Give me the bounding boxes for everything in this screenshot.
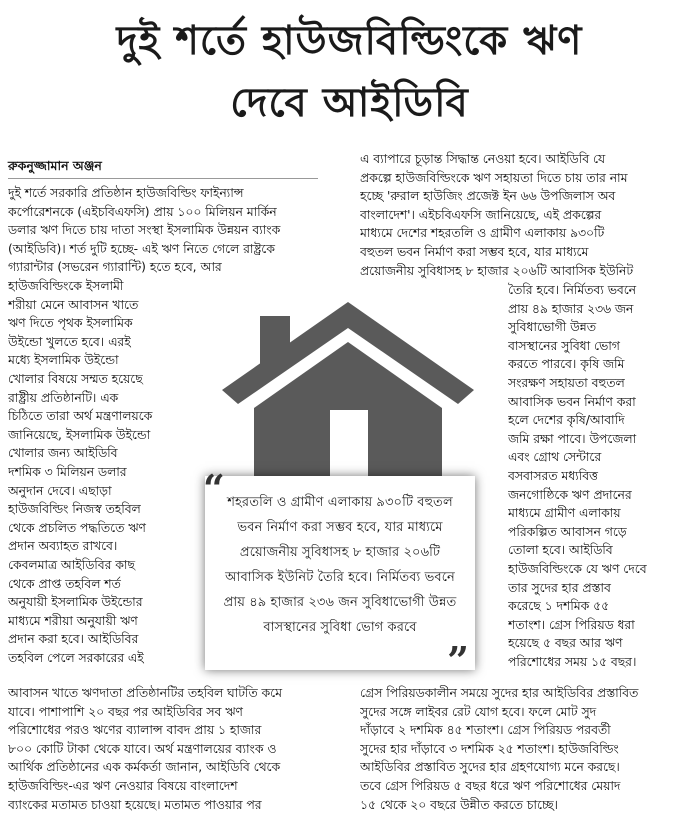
right-column-bottom — [360, 684, 688, 814]
text-line: ঋণ দিতে পৃথক ইসলামিক — [8, 316, 133, 331]
right-column-top — [360, 150, 688, 280]
text-line: চিঠিতে তারা অর্থ মন্ত্রণালয়কে — [8, 409, 153, 424]
text-line: রাষ্ট্রীয় প্রতিষ্ঠানটি। এক — [8, 390, 119, 405]
text-line: সুদের হার দাঁড়াবে ৩ দশমিক ২৫ শতাংশ। হাউজবিল্ডিং — [360, 741, 619, 756]
house-icon — [222, 298, 474, 476]
left-column-wrap — [8, 277, 190, 667]
pull-quote — [203, 466, 475, 683]
text-line: থেকে প্রাপ্ত তহবিল শর্ত — [8, 576, 121, 591]
text-line: প্রকল্পে হাউজবিল্ডিংকে ঋণ সহায়তা দিতে চায় তার নাম — [360, 170, 628, 185]
text-line: গ্যারান্টার (সভরেন গ্যারান্টি) হতে হবে, আর — [8, 260, 222, 275]
text-line: হাউজবিল্ডিং-এর ঋণ নেওয়ার বিষয়ে বাংলাদেশ — [8, 778, 238, 793]
text-line: হয়েছে ৫ বছর আর ঋণ — [508, 636, 623, 651]
text-line: খোলার বিষয়ে সম্মত হয়েছে — [8, 371, 143, 386]
text-line: ডলার ঋণ দিতে চায় দাতা সংস্থা ইসলামিক উন্নয়ন ব্যাংক — [8, 223, 281, 238]
text-line: হাউজবিল্ডিংকে ইসলামী — [8, 279, 124, 293]
text-line: গ্রেস পিরিয়ডকালীন সময়ে সুদের হার আইডিবির প্রস্তাবিত — [360, 686, 639, 700]
text-line: করতে পারবে। কৃষি জমি — [508, 357, 625, 372]
byline: রুকনুজ্জামান অঞ্জন — [8, 158, 102, 173]
text-line: হচ্ছে 'রুরাল হাউজিং প্রজেক্ট ইন ৬৬ উপজিলাস অব — [360, 189, 616, 204]
text-line: তোলা হবে। আইডিবি — [508, 543, 613, 558]
text-line: তার সুদের হার প্রস্তাব — [508, 580, 611, 595]
text-line: হাউজবিল্ডিংকে যে ঋণ দেবে — [508, 561, 647, 576]
text-line: করেছে ১ দশমিক ৫৫ — [508, 599, 610, 614]
text-line: কেবলমাত্র আইডিবির কাছ — [8, 557, 135, 572]
text-line: দশমিক ৩ মিলিয়ন ডলার — [8, 464, 127, 479]
text-line: হাউজবিল্ডিং নিজস্ব তহবিল — [8, 502, 141, 517]
pull-quote-text: শহরতলি ও গ্রামীণ এলাকায় ৯৩০টি বহুতল ভবন নির্মাণ করা সম্ভব হবে, যার মাধ্যমে প্রয়োজনীয় সুবিধাসহ ৮ হাজার ২০৬টি আবাসিক ইউনিট তৈরি হবে। নির্মিতব্য ভবনে প্রায় ৪৯ হাজার ২৩৬ জন সুবিধাভোগী উন্নত বাসস্থানের সুবিধা ভোগ করবে — [223, 495, 457, 635]
text-line: কর্পোরেশনকে (এইচবিএফসি) প্রায় ১০০ মিলিয়ন মার্কিন — [8, 204, 277, 219]
text-line: পরিশোধের সময় ১৫ বছর। — [508, 654, 637, 669]
text-line: শরীয়া মেনে আবাসন খাতে — [8, 297, 139, 312]
text-line: প্রদান অব্যাহত রাখবে। — [8, 539, 118, 554]
text-line: মাধ্যমে গ্রামীণ এলাকায় — [508, 506, 621, 521]
text-line: থেকে প্রচলিত পদ্ধতিতে ঋণ — [8, 520, 146, 535]
text-line: শতাংশ। গ্রেস পিরিয়ড ধরা — [508, 617, 635, 632]
text-line: পরিশোধের পরও ঋণের ব্যালান্স বাবদ প্রায় ১ হাজার — [8, 723, 262, 738]
text-line: এ ব্যাপারে চূড়ান্ত সিদ্ধান্ত নেওয়া হবে। আইডিবি যে — [360, 152, 606, 166]
text-line: হলে দেশের কৃষি/আবাদি — [508, 413, 625, 428]
text-line: অনুযায়ী ইসলামিক উইন্ডোর — [8, 595, 143, 610]
text-line: জনগোষ্ঠিকে ঋণ প্রদানের — [508, 487, 632, 502]
text-line: আবাসন খাতে ঋণদাতা প্রতিষ্ঠানটির তহবিল ঘাটতি কমে — [8, 686, 282, 700]
left-column-top — [8, 184, 326, 277]
text-line: এবং গ্রোথ সেন্টারে — [508, 450, 602, 465]
headline-line-1: দুই শর্তে হাউজবিল্ডিংকে ঋণ — [116, 18, 583, 64]
text-line: বসবাসরত মধ্যবিত্ত — [508, 468, 598, 483]
text-line: মধ্যে ইসলামিক উইন্ডো — [8, 353, 119, 368]
headline — [0, 10, 699, 134]
text-line: তৈরি হবে। নির্মিতব্য ভবনে — [508, 283, 636, 297]
text-line: বহুতল ভবন নির্মাণ করা সম্ভব হবে, যার মাধ্যমে — [360, 244, 589, 259]
text-line: সংরক্ষণ সহায়তা বহুতল — [508, 375, 625, 390]
text-line: তহবিল পেলে সরকারের এই — [8, 650, 144, 665]
text-line: জানিয়েছে, ইসলামিক উইন্ডো — [8, 427, 151, 442]
text-line: উইন্ডো খুলতে হবে। এরই — [8, 334, 131, 349]
text-line: সুবিধাভোগী উন্নত — [508, 320, 596, 335]
text-line: (আইডিবি)। শর্ত দুটি হচ্ছে- এই ঋণ নিতে গেলে রাষ্ট্রকে — [8, 241, 275, 256]
text-line: মাধ্যমে শরীয়া অনুযায়ী ঋণ — [8, 613, 138, 628]
text-line: ব্যাংকের মতামত চাওয়া হয়েছে। মতামত পাওয়ার পর — [8, 797, 262, 812]
text-line: বাসস্থানের সুবিধা ভোগ — [508, 338, 620, 353]
text-line: আর্থিক প্রতিষ্ঠানের এক কর্মকর্তা জানান, আইডিবি থেকে — [8, 760, 281, 775]
text-line: দুই শর্তে সরকারি প্রতিষ্ঠান হাউজবিল্ডিং ফাইন্যান্স — [8, 186, 244, 200]
text-line: প্রয়োজনীয় সুবিধাসহ ৮ হাজার ২০৬টি আবাসিক ইউনিট — [360, 263, 634, 278]
text-line: আইডিবির প্রস্তাবিত সুদের হার গ্রহণযোগ্য মনে করছে। — [360, 760, 620, 775]
text-line: বাংলাদেশ'। এইচবিএফসি জানিয়েছে, এই প্রকল্পের — [360, 207, 602, 222]
text-line: প্রায় ৪৯ হাজার ২৩৬ জন — [508, 301, 634, 316]
text-line: ১৫ থেকে ২০ বছরে উন্নীত করতে চাচ্ছে। — [360, 797, 558, 812]
text-line: আবাসিক ভবন নির্মাণ করা — [508, 394, 636, 409]
text-line: পরিকল্পিত আবাসন গড়ে — [508, 524, 627, 539]
headline-line-2: দেবে আইডিবি — [230, 80, 469, 126]
text-line: প্রদান করা হবে। আইডিবির — [8, 632, 139, 647]
text-line: অনুদান দেবে। এছাড়া — [8, 483, 112, 498]
text-line: তবে গ্রেস পিরিয়ড ৫ বছর ধরে ঋণ পরিশোধের মেয়াদ — [360, 778, 621, 793]
left-column-bottom — [8, 684, 330, 814]
text-line: ৮০০ কোটি টাকা থেকে যাবে। অর্থ মন্ত্রণালয়ের ব্যাংক ও — [8, 741, 277, 756]
text-line: যাবে। পাশাপাশি ২০ বছর পর আইডিবির সব ঋণ — [8, 704, 243, 719]
close-quote-icon: ” — [447, 638, 469, 683]
open-quote-icon: “ — [203, 466, 225, 511]
text-line: জমি রক্ষা পাবে। উপজেলা — [508, 431, 637, 446]
right-column-wrap — [508, 281, 688, 671]
text-line: খোলার জন্য আইডিবি — [8, 446, 118, 461]
byline-divider — [8, 178, 318, 179]
text-line: সুদের সঙ্গে লাইবর রেট যোগ হবে। ফলে মোট সুদ — [360, 704, 597, 719]
text-line: মাধ্যমে দেশের শহরতলি ও গ্রামীণ এলাকায় ৯৩০টি — [360, 226, 605, 241]
text-line: দাঁড়াবে ২ দশমিক ৪৫ শতাংশ। গ্রেস পিরিয়ড পরবর্তী — [360, 723, 611, 738]
